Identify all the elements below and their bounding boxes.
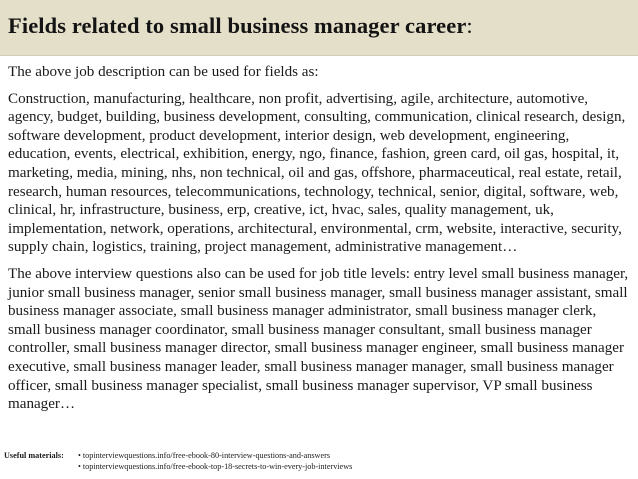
page-title-colon: : bbox=[466, 13, 473, 38]
bullet-icon: • bbox=[78, 462, 81, 471]
footer-link-1[interactable]: topinterviewquestions.info/free-ebook-80-interview-questions-and-answers bbox=[82, 451, 331, 460]
bullet-icon: • bbox=[78, 451, 81, 460]
footer-row-2 bbox=[4, 461, 634, 472]
slide-body bbox=[8, 63, 632, 414]
title-bar bbox=[0, 0, 638, 56]
footer-link-2[interactable]: topinterviewquestions.info/free-ebook-top-18-secrets-to-win-every-job-interviews bbox=[82, 462, 353, 471]
fields-list-text: Construction, manufacturing, healthcare, non profit, advertising, agile, architecture, automotive, agency, budget, building, business development, consulting, communication, clinical research, design, software development, product development, interior design, web development, engineering, education, events, electrical, exhibition, energy, ngo, finance, fashion, green card, oil gas, hospital, it, marketing, media, mining, nhs, non technical, oil and gas, offshore, pharmaceutical, real estate, retail, research, human resources, telecommunications, technology, technical, senior, digital, software, web, clinical, hr, infrastructure, business, erp, creative, ict, hvac, sales, quality management, uk, implementation, network, operations, architectural, environmental, crm, website, interactive, security, supply chain, logistics, training, project management, administrative management… bbox=[8, 90, 626, 256]
page-title bbox=[8, 13, 473, 39]
page-title-text: Fields related to small business manager career bbox=[8, 13, 467, 38]
footer-label: Useful materials: bbox=[4, 451, 64, 460]
job-titles-text: The above interview questions also can be used for job title levels: entry level small business manager, junior small business manager, senior small business manager, small business manager assistant, small business manager associate, small business manager administrator, small business manager clerk, small business manager coordinator, small business manager consultant, small business manager controller, small business manager director, small business manager engineer, small business manager executive, small business manager leader, small business manager manager, small business manager officer, small business manager specialist, small business manager supervisor, VP small business manager… bbox=[8, 265, 629, 413]
footer-row-1 bbox=[4, 450, 634, 461]
footer-useful-materials bbox=[4, 450, 634, 479]
intro-text: The above job description can be used for fields as: bbox=[8, 64, 319, 80]
footer-label-spacer bbox=[4, 461, 78, 472]
